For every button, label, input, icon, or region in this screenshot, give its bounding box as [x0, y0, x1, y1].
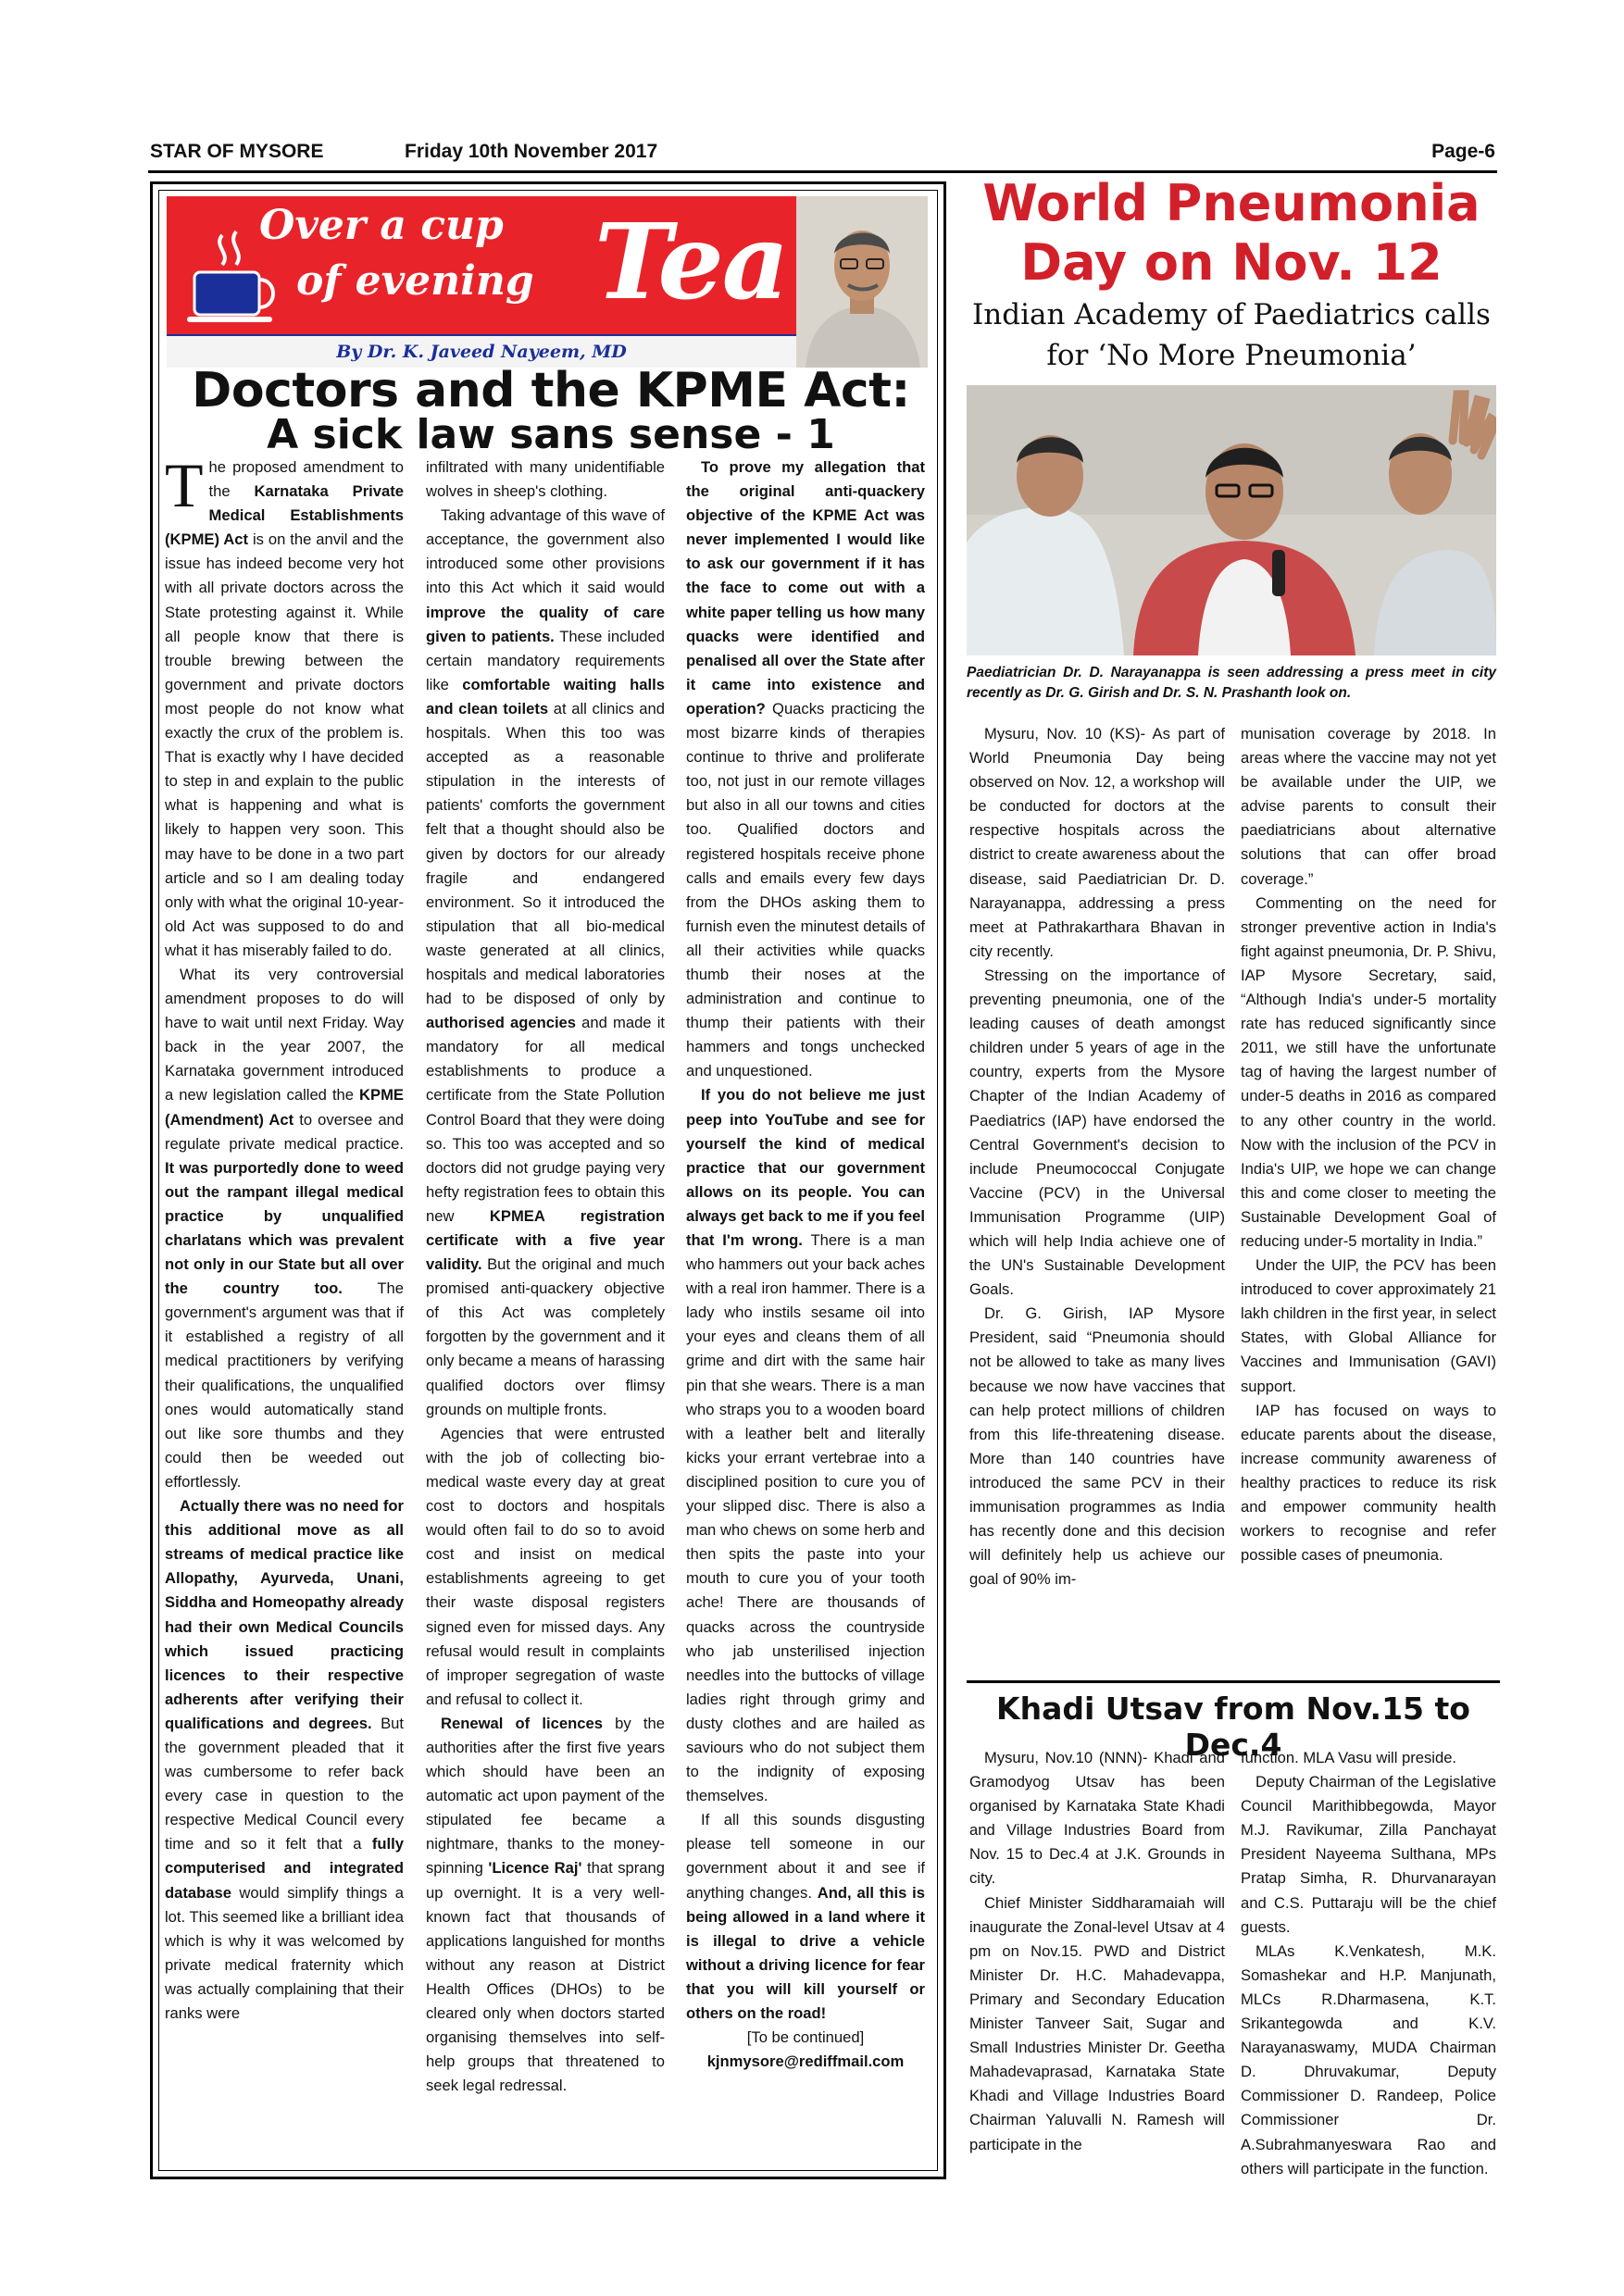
- article-column-1: The proposed amendment to the Karnataka Private Medical Establishments (KPME) Act is on the anvil and the issue has indeed become very hot with all private doctors across the State protesting against it. While all people know that there is trouble brewing between the government and private doctors most people do not know what exactly the crux of the problem is. That is exactly why I have decided to step in and explain to the public what is happening and what is likely to happen very soon. This may have to be done in a two part article and so I am dealing today only with what the original 10-year-old Act was supposed to do and what it has miserably failed to do. What its very controversial amendment proposes to do will have to wait until next Friday. Way back in the year 2007, the Karnataka government introduced a new legislation called the KPME (Amendment) Act to oversee and regulate private medical practice. It was purportedly done to weed out the rampant illegal medical practice by unqualified charlatans which was prevalent not only in our State but all over the country too. The government's argument was that if it established a registry of all medical practitioners by verifying their qualifications, the unqualified ones would automatically stand out like sore thumbs and they could then be weeded out effortlessly. Actually there was no need for this additional move as all streams of medical practice like Allopathy, Ayurveda, Unani, Siddha and Homeopathy already had their own Medical Councils which issued practicing licences to their respective adherents after verifying their qualifications and degrees. But the government pleaded that it was cumbersome to refer back every case in question to the respective Medical Council every time and so it felt that a fully computerised and integrated database would simplify things a lot. This seemed like a brilliant idea which is why it was welcomed by private medical fraternity which was actually complaining that their ranks were: [165, 450, 405, 2022]
- article-headline: Doctors and the KPME Act:: [192, 363, 910, 418]
- khadi-column-1: Mysuru, Nov.10 (NNN)- Khadi and Gramodyog Utsav has been organised by Karnataka State Khadi and Village Industries Board from Nov. 15 to Dec.4 at J.K. Grounds in city. Chief Minister Siddharamaiah will inaugurate the Zonal-level Utsav at 4 pm on Nov.15. PWD and District Minister Dr. H.C. Mahadevappa, Primary and Secondary Education Minister Tanveer Sait, Sugar and Small Industries Minister Dr. Geetha Mahadevaprasad, Karnataka State Khadi and Village Industries Board Chairman Yaluvalli N. Ramesh will participate in the: [969, 1749, 1225, 2153]
- banner-line-1: Over a cup: [259, 202, 504, 249]
- pneumonia-column-1: Mysuru, Nov. 10 (KS)- As part of World Pneumonia Day being observed on Nov. 12, a workshop will be conducted for doctors at the respective hospitals across the district to create awareness about the disease, said Paediatrician Dr. D. Narayanappa, addressing a press meet at Pathrakarthara Bhavan in city recently. Stressing on the importance of preventing pneumonia, one of the leading causes of death amongst children under 5 years of age in the country, experts from the Mysore Chapter of the Indian Academy of Paediatrics (IAP) have endorsed the Central Government's decision to include Pneumococcal Conjugate Vaccine (PCV) in the Universal Immunisation Programme (UIP) which will help India achieve one of the UN's Sustainable Development Goals. Dr. G. Girish, IAP Mysore President, said “Pneumonia should not be allowed to take as many lives because we now have vaccines that can help protect millions of children from this life-threatening disease. More than 140 countries have introduced the same PCV in their immunisation programmes as India has recently done and this decision will definitely help us achieve our goal of 90% im-: [969, 725, 1225, 1589]
- pneumonia-headline-1: World Pneumonia: [982, 174, 1480, 232]
- article-column-2: infiltrated with many unidentifiable wolves in sheep's clothing. Taking advantage of this wave of acceptance, the government also introduced some other provisions into this Act which it said would improve the quality of care given to patients. These included certain mandatory requirements like comfortable waiting halls and clean toilets at all clinics and hospitals. When this too was accepted as a reasonable stipulation in the interests of patients' comforts the government felt that a thought should also be given by doctors for our already fragile and endangered environment. So it introduced the stipulation that all bio-medical waste generated at all clinics, hospitals and medical laboratories had to be disposed of only by authorised agencies and made it mandatory for all medical establishments to produce a certificate from the State Pollution Control Board that they were doing so. This too was accepted and so doctors did not grudge paying very hefty registration fees to obtain this new KPMEA registration certificate with a five year validity. But the original and much promised anti-quackery objective of this Act was completely forgotten by the government and it only became a means of harassing qualified doctors over flimsy grounds on multiple fronts. Agencies that were entrusted with the job of collecting bio-medical waste every day at great cost to doctors and hospitals would often fail to do so to avoid cost and insist on medical establishments agreeing to get their waste disposal registers signed even for missed days. Any refusal would result in complaints of improper segregation of waste and refusal to collect it. Renewal of licences by the authorities after the first five years which should have been an automatic act upon payment of the stipulated fee became a nightmare, thanks to the money-spinning 'Licence Raj' that sprang up overnight. It is a very well-known fact that thousands of applications languished for months without any reason at District Health Offices (DHOs) to be cleared only when doctors started organising themselves into self-help groups that threatened to seek legal redressal.: [426, 458, 665, 2095]
- paper-name: STAR OF MYSORE: [150, 141, 324, 162]
- khadi-headline: Khadi Utsav from Nov.15 to Dec.4: [996, 1691, 1470, 1763]
- pneumonia-subhead-2: for ‘No More Pneumonia’: [1046, 339, 1417, 372]
- column-banner: [167, 196, 796, 368]
- article-subheadline: A sick law sans sense - 1: [267, 411, 835, 458]
- section-divider: [967, 1680, 1500, 1683]
- dropcap: T: [165, 450, 204, 520]
- masthead: [148, 139, 1497, 173]
- page-number: Page-6: [1431, 141, 1495, 162]
- banner-line-2: of evening: [296, 257, 534, 305]
- author-email[interactable]: kjnmysore@rediffmail.com: [706, 2053, 905, 2071]
- press-meet-photo: [967, 385, 1496, 655]
- paper-date: Friday 10th November 2017: [405, 141, 658, 162]
- khadi-column-2: function. MLA Vasu will preside. Deputy Chairman of the Legislative Council Marithibbegowda, Mayor M.J. Ravikumar, Zilla Panchayat President Nayeema Sulthana, MPs Pratap Simha, R. Dhurvanarayan and C.S. Puttaraju will be the chief guests. MLAs K.Venkatesh, M.K. Somashekar and H.P. Manjunath, MLCs R.Dharmasena, K.T. Srikantegowda and K.V. Narayanaswamy, MUDA Chairman D. Dhruvakumar, Deputy Commissioner D. Randeep, Police Commissioner Dr. A.Subrahmanyeswara Rao and others will participate in the function.: [1241, 1749, 1496, 2177]
- banner-tea: Tea: [594, 202, 788, 323]
- pneumonia-headline-2: Day on Nov. 12: [1020, 233, 1443, 292]
- pneumonia-column-2: munisation coverage by 2018. In areas where the vaccine may not yet be available under the UIP, we advise parents to consult their paediatricians about alternative solutions that can offer broad coverage.” Commenting on the need for stronger preventive action in India's fight against pneumonia, Dr. P. Shivu, IAP Mysore Secretary, said, “Although India's under-5 mortality rate has reduced significantly since 2011, we still have the unfortunate tag of having the largest number of under-5 deaths in 2016 as compared to any other country in the world. Now with the inclusion of the PCV in India's UIP, we hope we can change this and come closer to meeting the Sustainable Development Goal of reducing under-5 mortality in India.” Under the UIP, the PCV has been introduced to cover approximately 21 lakh children in the first year, in select States, with Global Alliance for Vaccines and Immunisation (GAVI) support. IAP has focused on ways to educate parents about the disease, increase community awareness of healthy practices to reduce its risk and empower community health workers to recognise and refer possible cases of pneumonia.: [1241, 725, 1496, 1565]
- article-column-3: To prove my allegation that the original anti-quackery objective of the KPME Act was never implemented I would like to ask our government if it has the face to come out with a white paper telling us how many quacks were identified and penalised all over the State after it came into existence and operation? Quacks practicing the most bizarre kinds of therapies continue to thrive and proliferate too, not just in our remote villages but also in all our towns and cities too. Qualified doctors and registered hospitals receive phone calls and emails every few days from the DHOs asking them to furnish even the minutest details of all their activities while quacks thumb their noses at the administration and continue to thump their patients with their hammers and tongs unchecked and unquestioned. If you do not believe me just peep into YouTube and see for yourself the kind of medical practice that our government allows on its people. You can always get back to me if you feel that I'm wrong. There is a man who hammers out your back aches with a real iron hammer. There is a lady who instils sesame oil into your eyes and cleans them of all grime and dirt with the same hair pin that she wears. There is a man who straps you to a wooden board with a leather belt and literally kicks your errant vertebrae into a disciplined position to cure you of your slipped disc. There is also a man who chews on some herb and then spits the paste into your mouth to cure you of your tooth ache! There are thousands of quacks across the countryside who jab unsterilised injection needles into the buttocks of village ladies right through grimy and dusty clothes and are hailed as saviours who do not subject them to the indignity of exposing themselves. If all this sounds disgusting please tell someone in our government about it and see if anything changes. And, all this is being allowed in a land where it is illegal to drive a vehicle without a driving licence for fear that you will kill yourself or others on the road! [To be continued] kjnmysore@rediffmail.com: [686, 455, 925, 2074]
- column-byline: By Dr. K. Javeed Nayeem, MD: [167, 334, 796, 368]
- photo-caption: Paediatrician Dr. D. Narayanappa is seen addressing a press meet in city recently as Dr. G. Girish and Dr. S. N. Prashanth look on.: [967, 665, 1496, 701]
- continued-note: [To be continued]: [746, 2028, 865, 2047]
- author-photo: [796, 196, 928, 368]
- pneumonia-subhead-1: Indian Academy of Paediatrics calls: [972, 298, 1491, 331]
